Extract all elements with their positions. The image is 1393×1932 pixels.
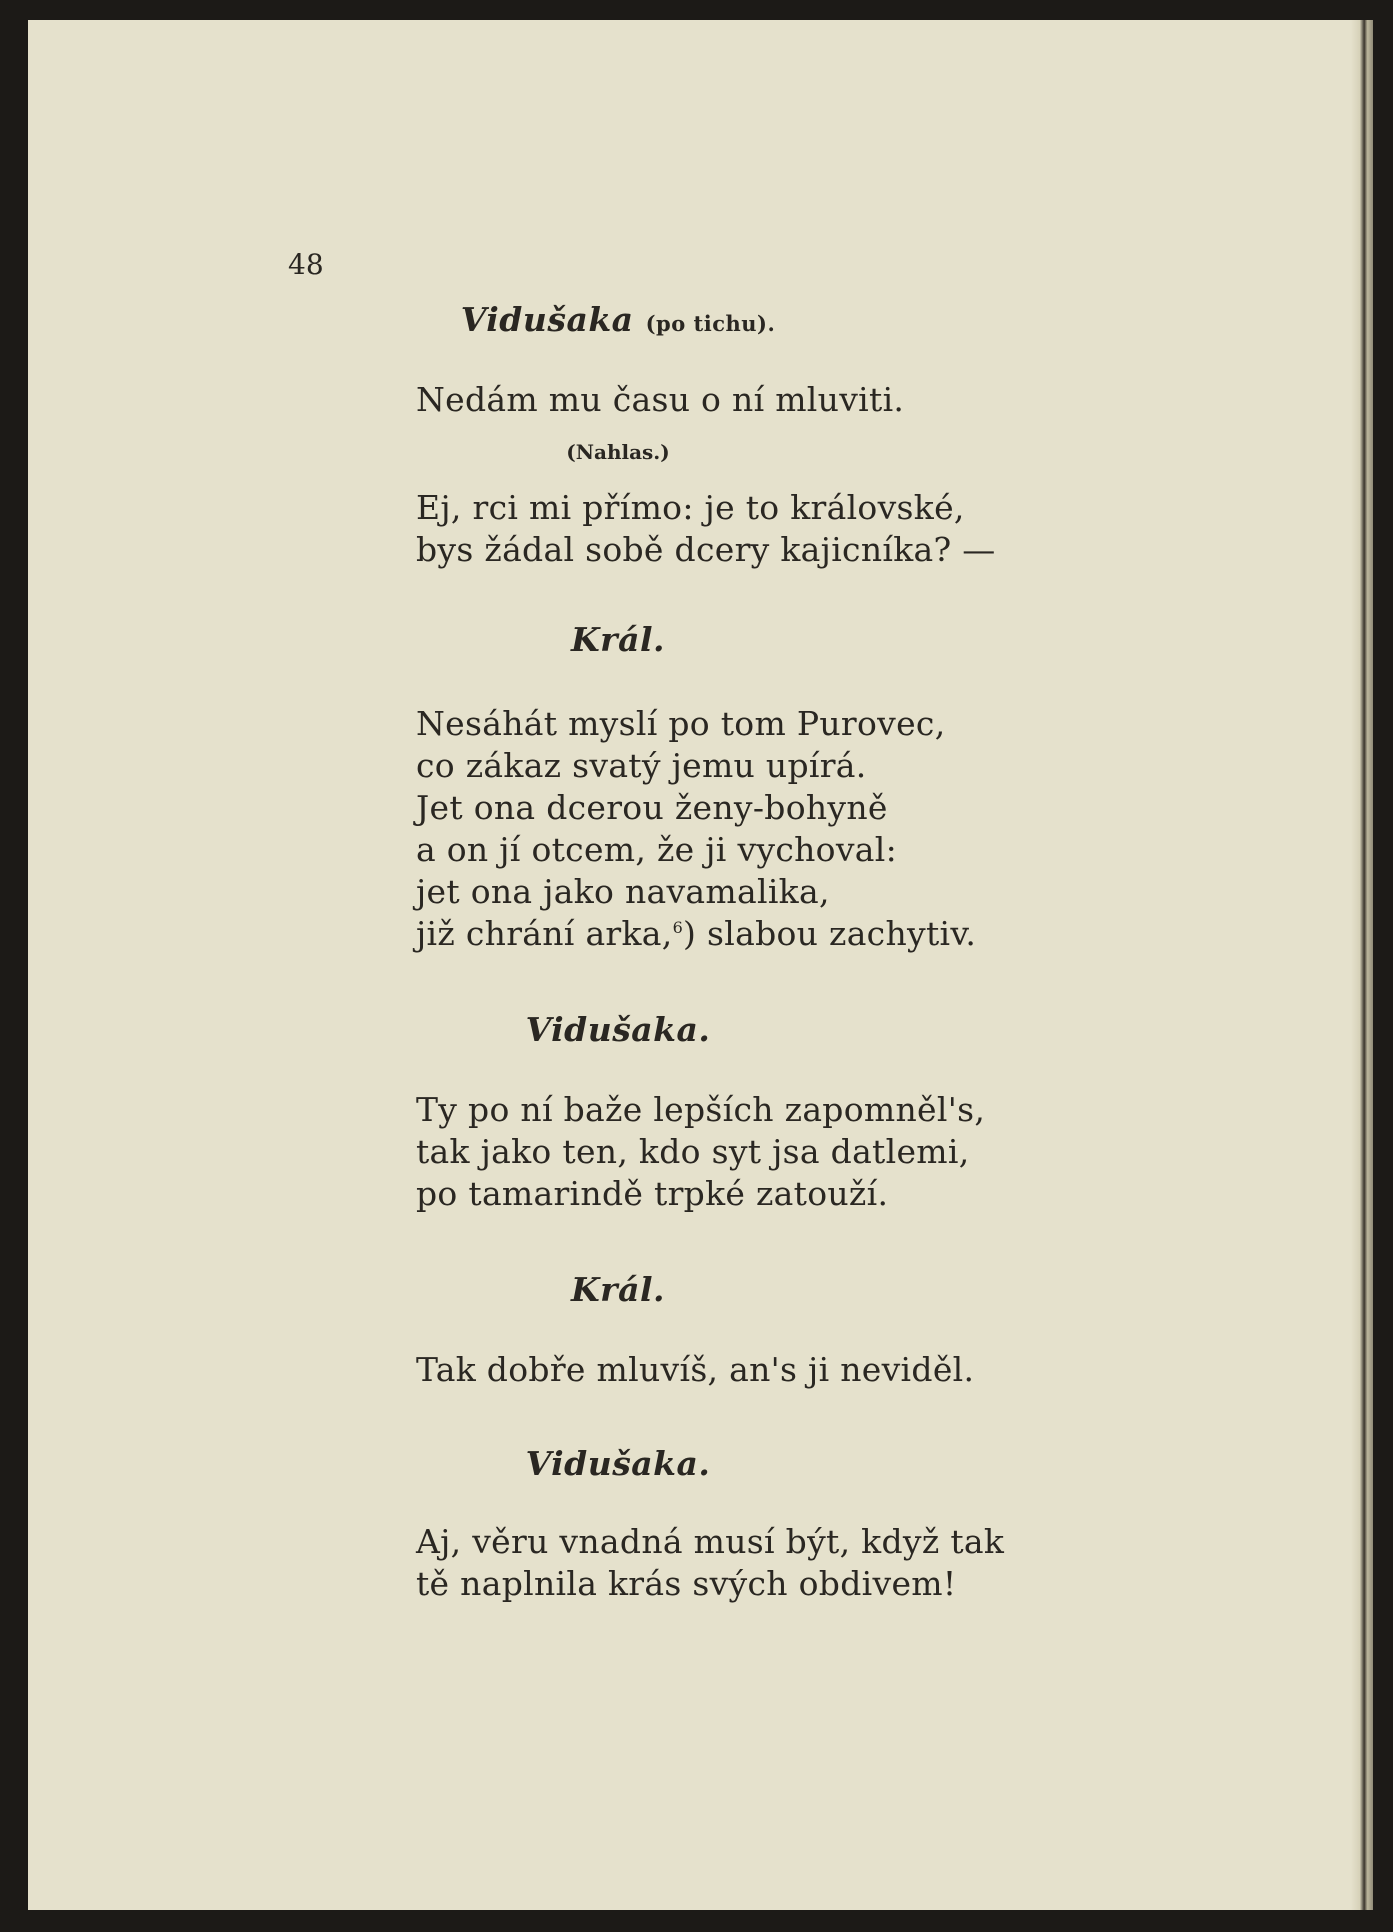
verse-line: bys žádal sobě dcery kajicníka? — bbox=[416, 530, 996, 569]
verse-line: tě naplnila krás svých obdivem! bbox=[416, 1564, 957, 1603]
verse-line: Ej, rci mi přímo: je to královské, bbox=[416, 488, 965, 527]
verse-line: a on jí otcem, že ji vychoval: bbox=[416, 830, 898, 869]
verse-text: ) slabou zachytiv. bbox=[683, 914, 977, 953]
verse-line: Aj, věru vnadná musí být, když tak bbox=[416, 1522, 1005, 1561]
verse-line: Tak dobře mluvíš, an's ji neviděl. bbox=[416, 1350, 975, 1389]
verse-line: co zákaz svatý jemu upírá. bbox=[416, 746, 867, 785]
verse-line: Jet ona dcerou ženy-bohyně bbox=[416, 788, 888, 827]
verse-line: tak jako ten, kdo syt jsa datlemi, bbox=[416, 1132, 970, 1171]
speaker-name: Vidušaka bbox=[460, 300, 634, 339]
page-number: 48 bbox=[288, 248, 324, 281]
verse-text: již chrání arka, bbox=[416, 914, 673, 953]
speaker-heading-vidusaka: Vidušaka. bbox=[525, 1010, 711, 1049]
page-spine-edge bbox=[1351, 20, 1373, 1910]
verse-line: po tamarindě trpké zatouží. bbox=[416, 1174, 889, 1213]
verse-line: jet ona jako navamalika, bbox=[416, 872, 830, 911]
verse-line: Ty po ní baže lepších zapomněl's, bbox=[416, 1090, 986, 1129]
verse-line bbox=[416, 914, 976, 953]
speaker-heading-vidusaka bbox=[28, 300, 1208, 339]
stage-direction: (po tichu). bbox=[645, 311, 776, 336]
speaker-heading-vidusaka: Vidušaka. bbox=[525, 1444, 711, 1483]
verse-line: Nesáhát myslí po tom Purovec, bbox=[416, 704, 946, 743]
book-page bbox=[28, 20, 1373, 1910]
verse-line: Nedám mu času o ní mluviti. bbox=[416, 380, 905, 419]
speaker-heading-kral: Král. bbox=[571, 620, 665, 659]
stage-direction: (Nahlas.) bbox=[566, 440, 670, 464]
footnote-marker: 6 bbox=[672, 918, 684, 937]
speaker-heading-kral: Král. bbox=[571, 1270, 665, 1309]
